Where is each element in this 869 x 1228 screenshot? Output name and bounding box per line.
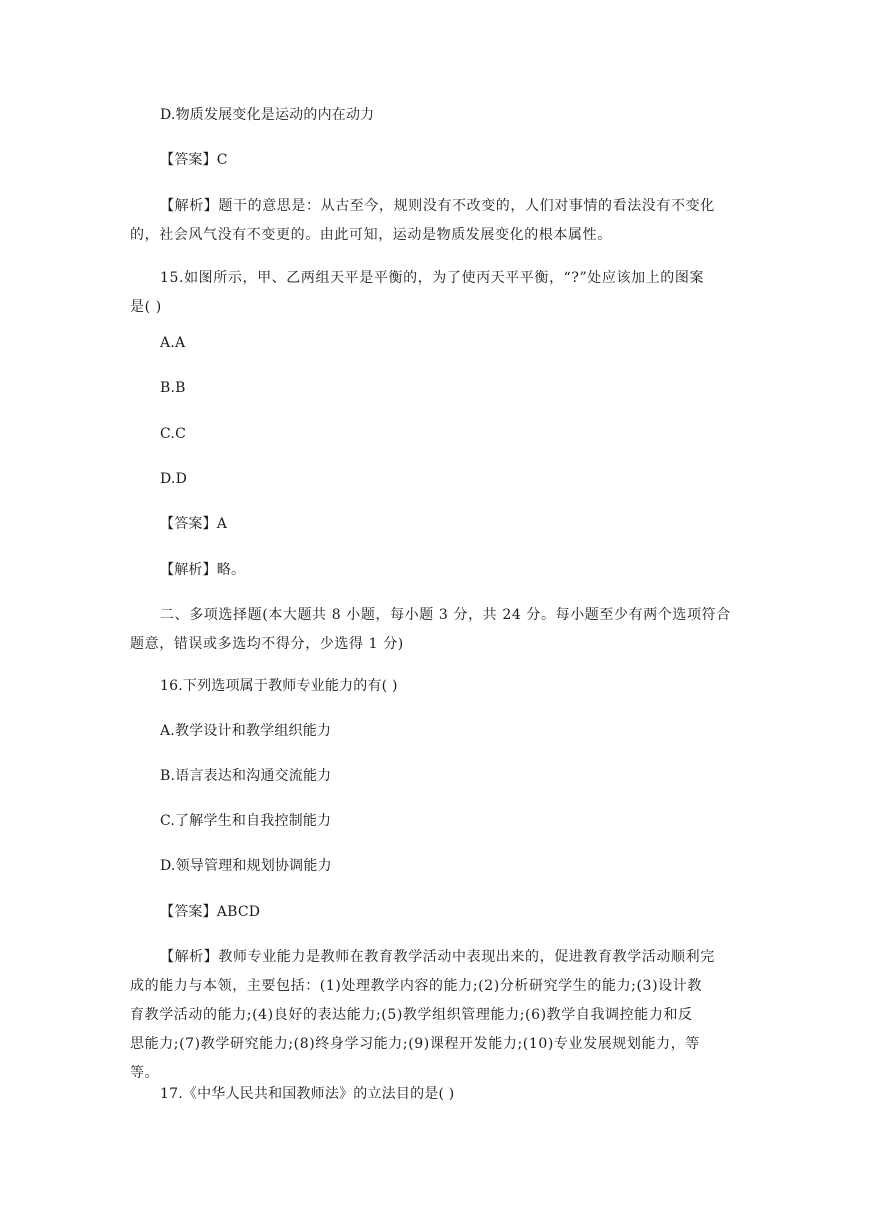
section-2-heading-line-2: 题意，错误或多选均不得分，少选得 1 分) [130, 636, 404, 652]
q17-stem: 17.《中华人民共和国教师法》的立法目的是( ) [160, 1086, 455, 1102]
q14-analysis-line-1: 【解析】题干的意思是：从古至今，规则没有不改变的，人们对事情的看法没有不变化 [160, 198, 715, 214]
q15-stem-line-1: 15.如图所示，甲、乙两组天平是平衡的，为了使丙天平平衡，“?”处应该加上的图案 [160, 270, 705, 286]
q16-analysis-line-1: 【解析】教师专业能力是教师在教育教学活动中表现出来的，促进教育教学活动顺利完 [160, 949, 715, 965]
section-2-heading-line-1: 二、多项选择题(本大题共 8 小题，每小题 3 分，共 24 分。每小题至少有两个选项符合 [160, 607, 731, 623]
q16-analysis-line-2: 成的能力与本领，主要包括：(1)处理教学内容的能力;(2)分析研究学生的能力;(3)设计教 [130, 978, 702, 994]
q15-option-b: B.B [160, 380, 186, 396]
q16-analysis-line-3: 育教学活动的能力;(4)良好的表达能力;(5)教学组织管理能力;(6)教学自我调控能力和反 [130, 1007, 693, 1023]
q15-stem-line-2: 是( ) [130, 299, 162, 315]
q16-option-d: D.领导管理和规划协调能力 [160, 858, 332, 874]
q16-option-a: A.教学设计和教学组织能力 [160, 723, 332, 739]
q15-analysis: 【解析】略。 [160, 562, 246, 578]
q14-analysis [130, 192, 740, 250]
q15-option-c: C.C [160, 426, 186, 442]
q15-stem [130, 264, 740, 322]
q16-analysis-line-4: 思能力;(7)教学研究能力;(8)终身学习能力;(9)课程开发能力;(10)专业发展规划能力，等 [130, 1036, 700, 1052]
q14-analysis-line-2: 的，社会风气没有不变更的。由此可知，运动是物质发展变化的根本属性。 [130, 227, 612, 243]
q16-stem: 16.下列选项属于教师专业能力的有( ) [160, 678, 398, 694]
q14-answer: 【答案】C [160, 152, 228, 168]
q16-option-b: B.语言表达和沟通交流能力 [160, 768, 332, 784]
q14-option-d: D.物质发展变化是运动的内在动力 [160, 107, 375, 123]
q16-answer: 【答案】ABCD [160, 904, 261, 920]
q15-option-a: A.A [160, 335, 186, 351]
q16-option-c: C.了解学生和自我控制能力 [160, 813, 332, 829]
q16-analysis [130, 943, 740, 1088]
q15-answer: 【答案】A [160, 516, 228, 532]
q15-option-d: D.D [160, 471, 188, 487]
section-2-heading [130, 601, 740, 659]
q16-analysis-line-5: 等。 [130, 1065, 160, 1081]
